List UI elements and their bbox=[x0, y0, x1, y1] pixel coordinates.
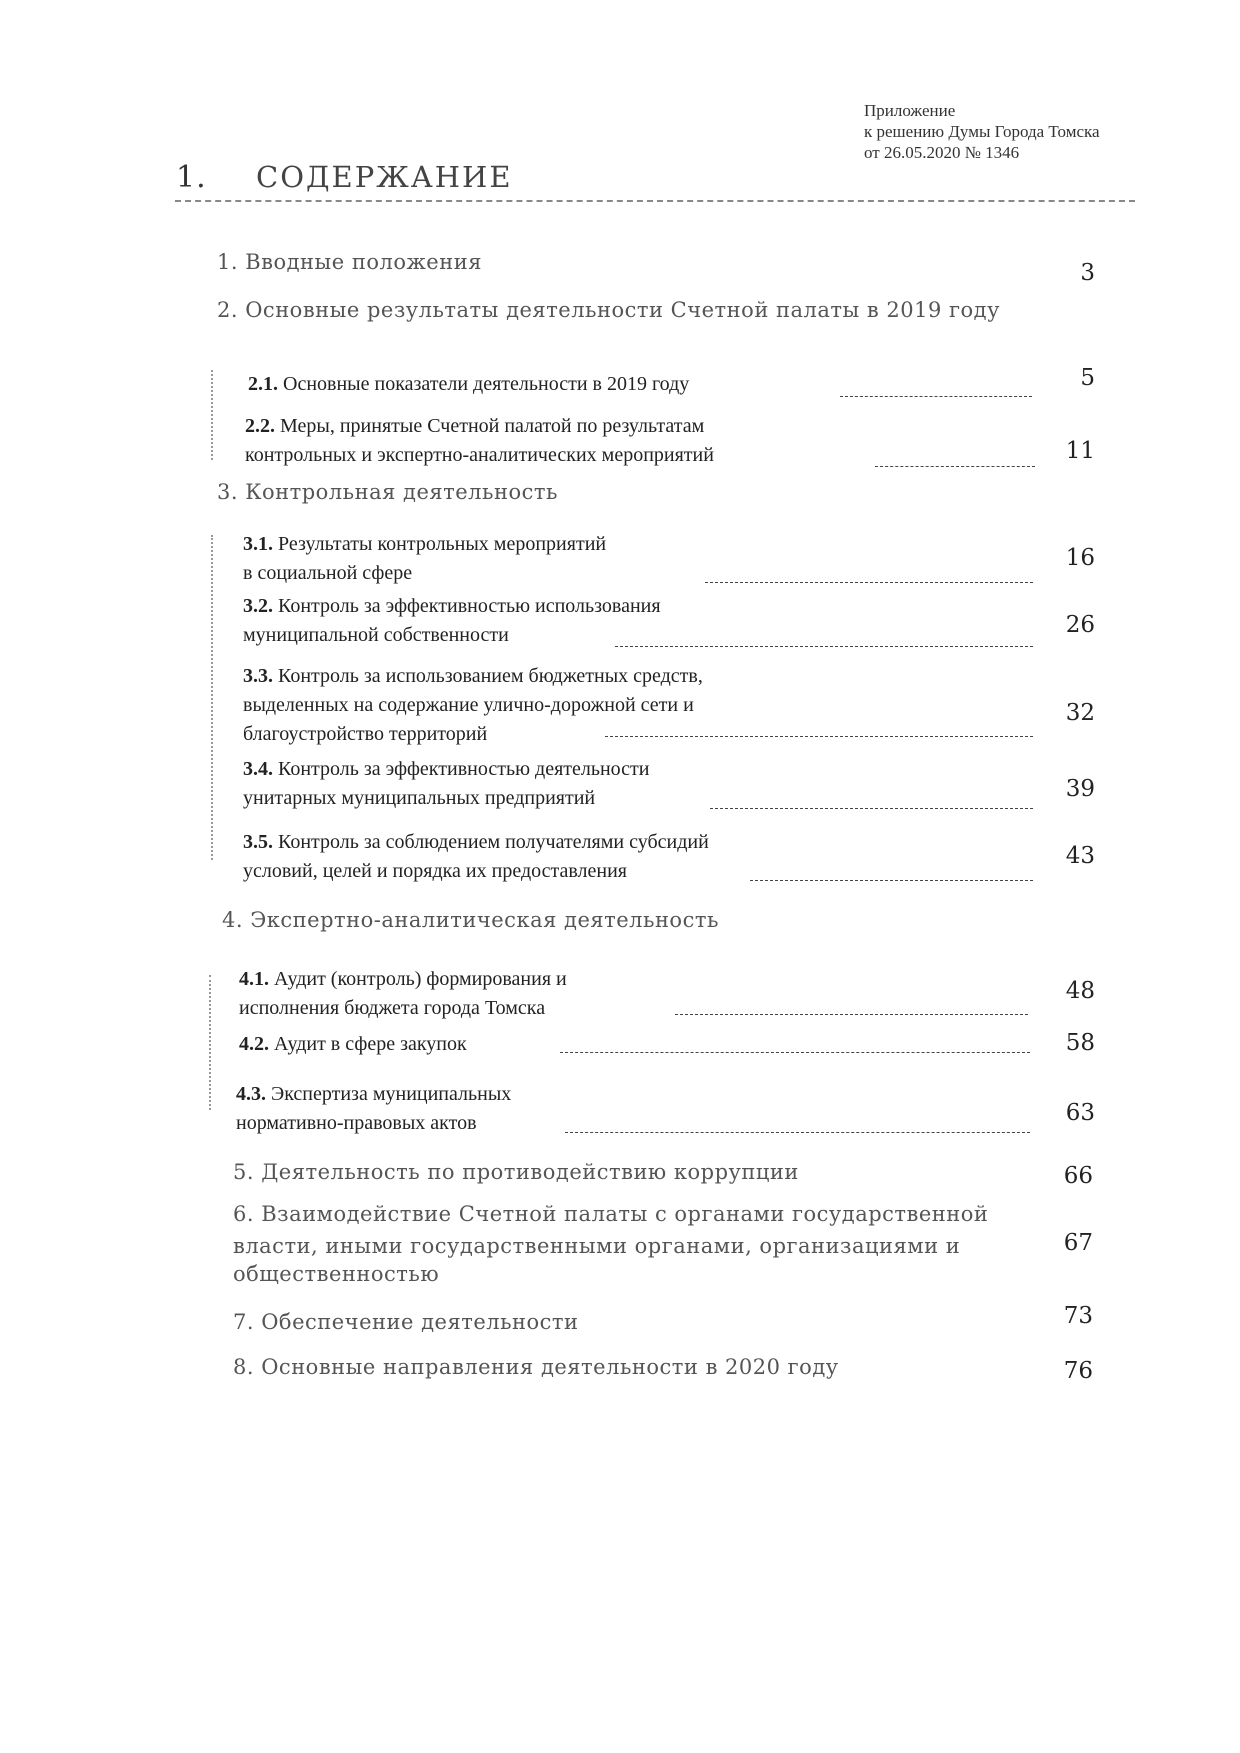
toc-section-6 bbox=[233, 1198, 988, 1290]
toc-subsection-4-1 bbox=[239, 965, 567, 1023]
subsection-number: 4.1. bbox=[239, 968, 269, 990]
toc-page-number: 43 bbox=[1065, 843, 1095, 869]
leader-dots bbox=[750, 880, 1033, 881]
toc-section-8: 8. Основные направления деятельности в 2020 году bbox=[233, 1355, 839, 1379]
subsection-text: Аудит (контроль) формирования и bbox=[269, 968, 567, 990]
subsection-text: Аудит в сфере закупок bbox=[269, 1033, 467, 1055]
toc-page-number: 58 bbox=[1065, 1030, 1095, 1056]
toc-page-number: 32 bbox=[1065, 700, 1095, 726]
toc-page-number: 76 bbox=[1063, 1358, 1093, 1384]
toc-page-number: 66 bbox=[1063, 1163, 1093, 1189]
subsection-text: условий, целей и порядка их предоставления bbox=[243, 860, 627, 882]
subsection-number: 3.1. bbox=[243, 533, 273, 555]
subsection-text: Контроль за соблюдением получателями субсидий bbox=[273, 831, 709, 853]
subsection-number: 2.1. bbox=[248, 373, 278, 395]
subsection-number: 2.2. bbox=[245, 415, 275, 437]
toc-section-7: 7. Обеспечение деятельности bbox=[233, 1310, 579, 1334]
heading-number: 1. bbox=[176, 160, 207, 195]
toc-subsection-2-2 bbox=[245, 412, 714, 470]
leader-dots bbox=[675, 1014, 1028, 1015]
leader-dots bbox=[565, 1132, 1030, 1133]
subsection-text: Меры, принятые Счетной палатой по результатам bbox=[275, 415, 705, 437]
leader-dots bbox=[615, 646, 1033, 647]
toc-section-4: 4. Экспертно-аналитическая деятельность bbox=[222, 908, 719, 932]
toc-page-number: 39 bbox=[1065, 776, 1095, 802]
toc-page-number: 16 bbox=[1065, 545, 1095, 571]
toc-page-number: 3 bbox=[1080, 260, 1095, 286]
subsection-text: Экспертиза муниципальных bbox=[266, 1083, 512, 1105]
leader-dots bbox=[840, 396, 1032, 397]
leader-dots bbox=[710, 808, 1033, 809]
appendix-line: от 26.05.2020 № 1346 bbox=[864, 143, 1020, 162]
toc-subsection-3-1 bbox=[243, 530, 606, 588]
toc-page-number: 5 bbox=[1080, 365, 1095, 391]
group-bracket bbox=[211, 535, 213, 860]
toc-page-number: 63 bbox=[1065, 1100, 1095, 1126]
group-bracket bbox=[211, 370, 213, 460]
toc-subsection-4-3 bbox=[236, 1080, 511, 1138]
toc-subsection-3-5 bbox=[243, 828, 709, 886]
subsection-number: 4.3. bbox=[236, 1083, 266, 1105]
toc-section-5: 5. Деятельность по противодействию коррупции bbox=[233, 1160, 799, 1184]
subsection-text: выделенных на содержание улично-дорожной сети и bbox=[243, 694, 694, 716]
subsection-text: в социальной сфере bbox=[243, 562, 413, 584]
subsection-number: 3.5. bbox=[243, 831, 273, 853]
subsection-text: благоустройство территорий bbox=[243, 723, 488, 745]
section-text: власти, иными государственными органами, организациями и bbox=[233, 1234, 961, 1258]
leader-dots bbox=[875, 466, 1035, 467]
subsection-text: муниципальной собственности bbox=[243, 624, 509, 646]
toc-page-number: 48 bbox=[1065, 978, 1095, 1004]
subsection-text: Контроль за использованием бюджетных средств, bbox=[273, 665, 703, 687]
subsection-number: 4.2. bbox=[239, 1033, 269, 1055]
toc-page-number: 11 bbox=[1065, 438, 1095, 464]
appendix-line: к решению Думы Города Томска bbox=[864, 122, 1100, 141]
group-bracket bbox=[209, 975, 211, 1110]
toc-page-number: 73 bbox=[1063, 1303, 1093, 1329]
subsection-text: унитарных муниципальных предприятий bbox=[243, 787, 596, 809]
leader-dots bbox=[705, 582, 1033, 583]
toc-subsection-4-2 bbox=[239, 1030, 467, 1059]
toc-subsection-3-4 bbox=[243, 755, 650, 813]
subsection-text: нормативно-правовых актов bbox=[236, 1112, 477, 1134]
toc-section-2: 2. Основные результаты деятельности Счетной палаты в 2019 году bbox=[217, 298, 1000, 322]
subsection-text: Основные показатели деятельности в 2019 году bbox=[278, 373, 690, 395]
section-text: общественностью bbox=[233, 1262, 440, 1286]
toc-subsection-3-2 bbox=[243, 592, 661, 650]
subsection-number: 3.4. bbox=[243, 758, 273, 780]
leader-dots bbox=[560, 1052, 1030, 1053]
toc-page-number: 67 bbox=[1063, 1230, 1093, 1256]
subsection-text: Результаты контрольных мероприятий bbox=[273, 533, 607, 555]
toc-page-number: 26 bbox=[1065, 612, 1095, 638]
subsection-text: Контроль за эффективностью использования bbox=[273, 595, 661, 617]
subsection-text: Контроль за эффективностью деятельности bbox=[273, 758, 650, 780]
section-text: 6. Взаимодействие Счетной палаты с органами государственной bbox=[233, 1202, 989, 1226]
toc-subsection-2-1 bbox=[248, 370, 689, 399]
toc-section-1: 1. Вводные положения bbox=[217, 250, 482, 274]
subsection-text: контрольных и экспертно-аналитических мероприятий bbox=[245, 444, 714, 466]
toc-section-3: 3. Контрольная деятельность bbox=[217, 480, 558, 504]
subsection-number: 3.2. bbox=[243, 595, 273, 617]
subsection-number: 3.3. bbox=[243, 665, 273, 687]
page-title: СОДЕРЖАНИЕ bbox=[256, 160, 513, 194]
appendix-note bbox=[864, 100, 1100, 163]
leader-dots bbox=[605, 736, 1033, 737]
appendix-line: Приложение bbox=[864, 101, 956, 120]
subsection-text: исполнения бюджета города Томска bbox=[239, 997, 546, 1019]
heading-divider bbox=[175, 200, 1135, 202]
